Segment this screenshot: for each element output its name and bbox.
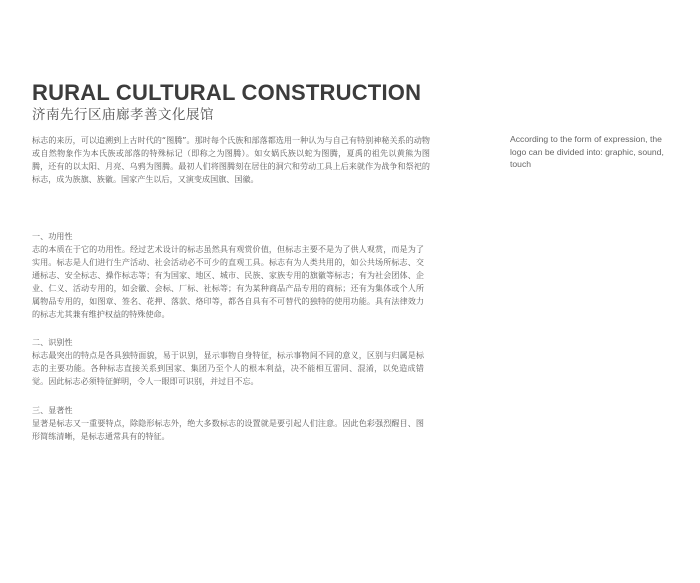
section-functionality bbox=[32, 230, 424, 321]
page-title: RURAL CULTURAL CONSTRUCTION bbox=[32, 80, 422, 105]
section-recognizability bbox=[32, 336, 424, 388]
section-heading: 三、显著性 bbox=[32, 405, 73, 415]
section-prominence bbox=[32, 404, 424, 443]
page-subtitle: 济南先行区庙廊孝善文化展馆 bbox=[32, 107, 214, 123]
side-note: According to the form of expression, the logo can be divided into: graphic, sound, touch bbox=[510, 134, 664, 169]
intro-paragraph: 标志的来历，可以追溯到上古时代的“图腾”。那时每个氏族和部落都选用一种认为与自己有特别神秘关系的动物或自然物象作为本氏族或部落的特殊标记（即称之为图腾）。如女娲氏族以蛇为图腾，夏禹的祖先以黄熊为图腾，还有的以太阳、月亮、乌鸦为图腾。最初人们将图腾刻在居住的洞穴和劳动工具上后来就作为战争和祭祀的标志，成为族旗、族徽。国家产生以后，又演变成国旗、国徽。 bbox=[32, 135, 430, 184]
section-body: 志的本质在于它的功用性。经过艺术设计的标志虽然具有观赏价值，但标志主要不是为了供人观赏，而是为了实用。标志是人们进行生产活动、社会活动必不可少的直观工具。标志有为人类共用的，如公共场所标志、交通标志、安全标志、操作标志等；有为国家、地区、城市、民族、家族专用的旗徽等标志；有为社会团体、企业、仁义、活动专用的，如会徽、会标、厂标、社标等；有为某种商品产品专用的商标；还有为集体或个人所属物品专用的，如图章、签名、花押、落款、烙印等，都各自具有不可替代的独特的使用功能。具有法律效力的标志尤其兼有维护权益的特殊使命。 bbox=[32, 244, 424, 319]
section-body: 标志最突出的特点是各具独特面貌，易于识别，显示事物自身特征，标示事物间不同的意义，区别与归属是标志的主要功能。各种标志直接关系到国家、集团乃至个人的根本利益，决不能相互雷同、混淆，以免造成错觉。因此标志必须特征鲜明，令人一眼即可识别，并过目不忘。 bbox=[32, 350, 424, 386]
section-body: 显著是标志又一重要特点，除隐形标志外，绝大多数标志的设置就是要引起人们注意。因此色彩强烈醒目、图形简练清晰，是标志通常具有的特征。 bbox=[32, 418, 424, 441]
section-heading: 二、识别性 bbox=[32, 337, 73, 347]
section-heading: 一、功用性 bbox=[32, 231, 73, 241]
